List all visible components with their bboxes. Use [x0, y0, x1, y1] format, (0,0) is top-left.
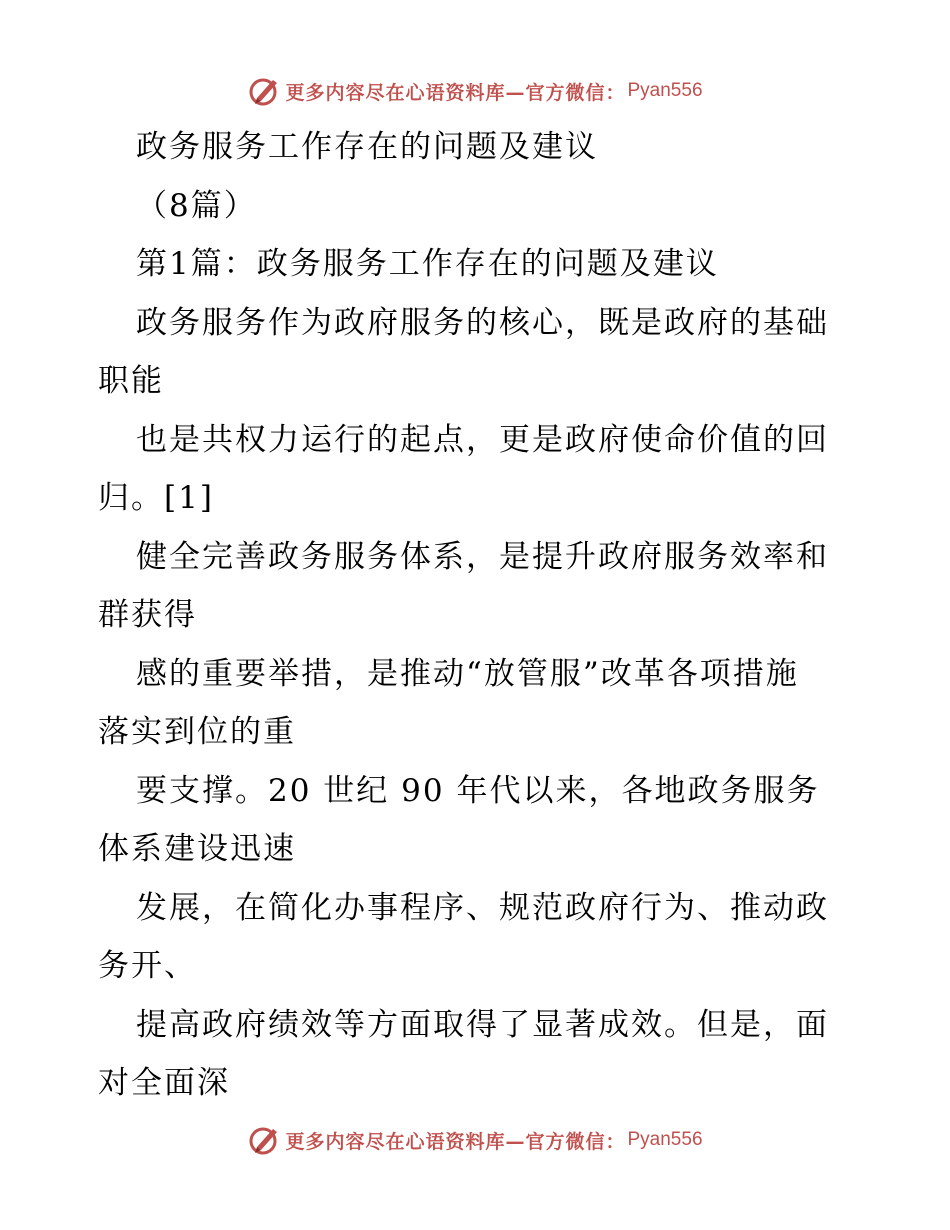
- paragraph-line: 发展，在简化办事程序、规范政府行为、推动政: [136, 890, 829, 926]
- banner-text: 更多内容尽在心语资料库—官方微信：: [285, 81, 626, 104]
- paragraph-line: 群获得: [98, 597, 197, 633]
- pen-logo-icon: [247, 1123, 281, 1157]
- paragraph-line: 体系建设迅速: [98, 831, 296, 867]
- header-banner: [0, 71, 950, 111]
- footer-banner: [0, 1120, 950, 1160]
- paragraph-line: 落实到位的重: [98, 714, 296, 750]
- paragraph-line: 归。[1]: [98, 480, 214, 516]
- document-subtitle: （8篇）: [136, 188, 257, 224]
- paragraph-line: 对全面深: [98, 1065, 230, 1101]
- section-heading: 第1篇：政务服务工作存在的问题及建议: [136, 246, 719, 282]
- banner-text: 更多内容尽在心语资料库—官方微信：: [285, 1130, 626, 1153]
- paragraph-line: 感的重要举措，是推动“放管服”改革各项措施: [136, 656, 799, 692]
- paragraph-line: 务开、: [98, 948, 197, 984]
- paragraph-line: 政务服务作为政府服务的核心，既是政府的基础: [136, 305, 829, 341]
- wechat-id: Pyan556: [627, 1129, 703, 1150]
- document-title: 政务服务工作存在的问题及建议: [136, 129, 598, 165]
- paragraph-line: 要支撑。20 世纪 90 年代以来，各地政务服务: [136, 773, 820, 809]
- paragraph-line: 健全完善政务服务体系，是提升政府服务效率和: [136, 539, 829, 575]
- wechat-id: Pyan556: [627, 80, 703, 101]
- paragraph-line: 提高政府绩效等方面取得了显著成效。但是，面: [136, 1007, 829, 1043]
- paragraph-line: 也是共权力运行的起点，更是政府使命价值的回: [136, 422, 829, 458]
- paragraph-line: 职能: [98, 363, 164, 399]
- pen-logo-icon: [247, 74, 281, 108]
